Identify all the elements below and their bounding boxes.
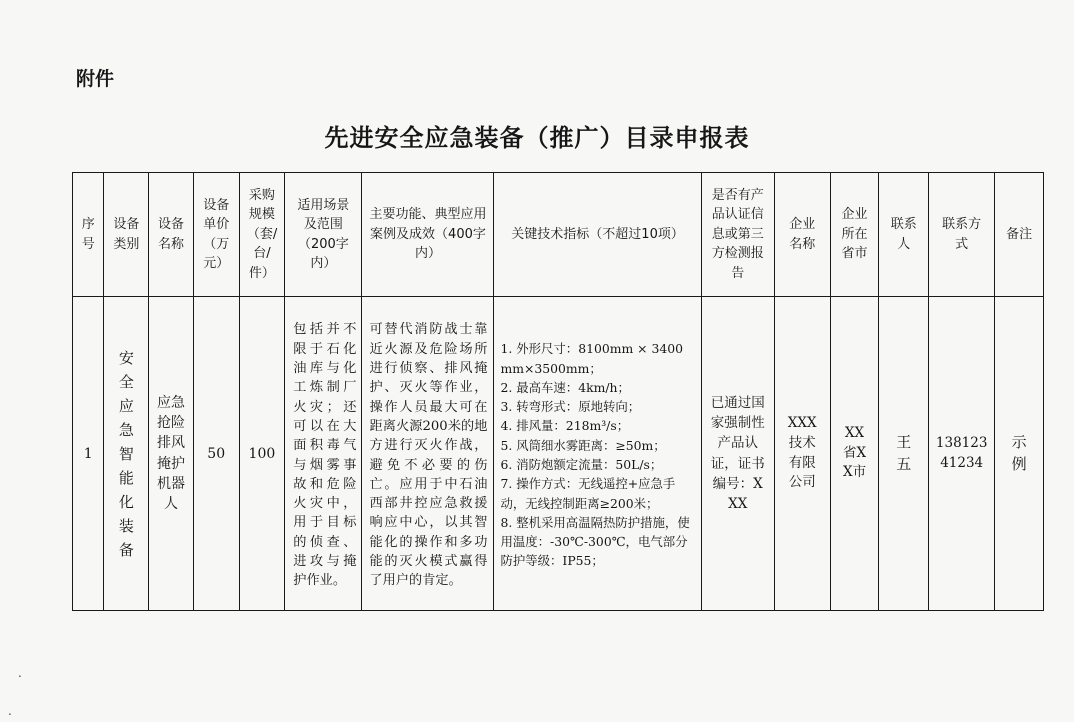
header-cell	[193, 173, 239, 297]
header-cell	[830, 173, 879, 297]
header-cell	[929, 173, 995, 297]
attachment-label: 附件	[76, 68, 115, 90]
header-cell	[362, 173, 494, 297]
header-cell	[774, 173, 830, 297]
application-table	[72, 172, 1044, 611]
row-contact: 王五	[896, 432, 912, 473]
cell-functions	[362, 297, 494, 611]
cell-contact	[879, 297, 929, 611]
row-unit-price: 50	[207, 445, 226, 462]
cell-name	[149, 297, 194, 611]
cell-phone	[929, 297, 995, 611]
cell-unit-price	[193, 297, 239, 611]
header-name: 设备名称	[158, 217, 185, 252]
header-location: 企业所在省市	[841, 207, 868, 262]
header-cell	[879, 173, 929, 297]
scan-speck: .	[18, 666, 22, 680]
spec-item: 1. 外形尺寸：8100mm × 3400mm×3500mm；	[500, 341, 684, 376]
document-title: 先进安全应急装备（推广）目录申报表	[324, 124, 750, 152]
row-certification: 已通过国家强制性产品认证，证书编号：XXX	[710, 394, 765, 512]
header-cell	[995, 173, 1044, 297]
header-certification: 是否有产品认证信息或第三方检测报告	[711, 187, 764, 281]
row-scenario: 包括并不限于石化油库与化工炼制厂火灾；还可以在大面积毒气与烟雾事故和危险火灾中，用于目标的侦查、进攻与掩护作业。	[293, 322, 357, 589]
header-cell	[73, 173, 104, 297]
spec-item: 8. 整机采用高温隔热防护措施，使用温度：-30℃-300℃，电气部分防护等级：IP55；	[500, 514, 690, 569]
header-cell	[701, 173, 774, 297]
row-remark: 示例	[1011, 432, 1027, 473]
cell-remark	[995, 297, 1044, 611]
header-specs: 关键技术指标（不超过10项）	[511, 226, 684, 242]
header-index: 序号	[81, 217, 95, 252]
header-contact: 联系人	[890, 217, 917, 252]
header-company: 企业名称	[789, 217, 816, 252]
spec-item: 6. 消防炮额定流量：50L/s；	[500, 457, 663, 472]
cell-location	[830, 297, 879, 611]
header-row	[73, 173, 1044, 297]
row-equipment-name: 应急抢险排风掩护机器人	[157, 394, 186, 513]
header-cell	[104, 173, 149, 297]
header-cell	[239, 173, 285, 297]
row-company: XXX技术有限公司	[787, 415, 817, 491]
header-scenario: 适用场景及范围（200字内）	[297, 197, 350, 271]
cell-specs	[494, 297, 701, 611]
row-location: XX省XX市	[842, 425, 867, 481]
cell-index	[73, 297, 104, 611]
header-cell	[494, 173, 701, 297]
row-phone: 13812341234	[935, 434, 988, 471]
row-functions: 可替代消防战士靠近火源及危险场所进行侦察、排风掩护、灭火等作业，操作人员最大可在距离火源200米的地方进行灭火作战，避免不必要的伤亡。应用于中石油西部井控应急救援响应中心，以其智能化的操作和多功能的灭火模式赢得了用户的肯定。	[369, 322, 488, 589]
spec-item: 5. 风筒细水雾距离：≥50m；	[500, 437, 666, 453]
spec-list	[494, 336, 700, 571]
spec-item: 7. 操作方式：无线遥控+应急手动，无线控制距离≥200米；	[500, 476, 676, 511]
row-quantity: 100	[248, 445, 276, 462]
cell-category	[104, 297, 149, 611]
cell-company	[774, 297, 830, 611]
row-category: 安全应急智能化装备	[118, 348, 134, 559]
header-cell	[149, 173, 194, 297]
spec-item: 2. 最高车速：4km/h；	[500, 379, 630, 395]
cell-certification	[701, 297, 774, 611]
header-unit-price: 设备单价（万元）	[203, 197, 230, 271]
header-phone: 联系方式	[942, 217, 982, 252]
cell-quantity	[239, 297, 285, 611]
row-index: 1	[83, 445, 93, 462]
table-row	[73, 297, 1044, 611]
spec-item: 3. 转弯形式：原地转向；	[500, 399, 641, 415]
cell-scenario	[285, 297, 362, 611]
spec-item: 4. 排风量：218m³/s；	[500, 418, 630, 434]
header-cell	[285, 173, 362, 297]
header-functions: 主要功能、典型应用案例及成效（400字内）	[369, 207, 487, 262]
scan-speck: .	[8, 704, 12, 718]
header-remark: 备注	[1006, 226, 1033, 242]
header-category: 设备类别	[113, 217, 140, 252]
header-quantity: 采购规模（套/台/件）	[246, 187, 278, 281]
